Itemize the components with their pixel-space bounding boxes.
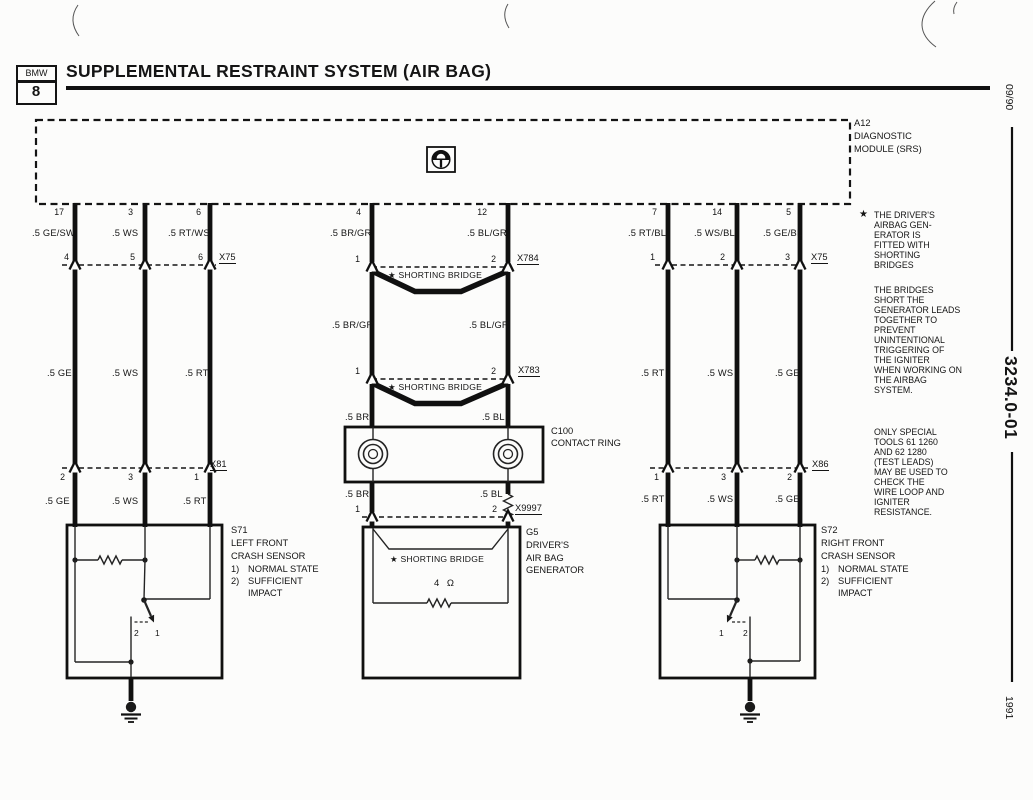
note-line: CHECK THE bbox=[874, 477, 925, 487]
wire-label: .5 GE bbox=[775, 494, 800, 504]
wire-label: .5 BL/GR bbox=[467, 228, 507, 238]
pin-label: 3 bbox=[128, 207, 133, 217]
note-line: ERATOR IS bbox=[874, 230, 921, 240]
g5-generator bbox=[363, 527, 520, 678]
wire-label: .5 WS bbox=[112, 496, 139, 506]
wire-label: .5 WS bbox=[707, 368, 734, 378]
margin-issue-date: 09/90 bbox=[1003, 84, 1015, 111]
connector-label-x86: X86 bbox=[812, 459, 829, 469]
pin-label: 5 bbox=[130, 252, 135, 262]
note-line: FITTED WITH bbox=[874, 240, 930, 250]
pin-label: 12 bbox=[477, 207, 487, 217]
bmw-logo bbox=[16, 65, 57, 105]
s72-id: S72 bbox=[821, 525, 838, 535]
note-line: UNINTENTIONAL bbox=[874, 335, 945, 345]
s71-name-line2: CRASH SENSOR bbox=[231, 551, 306, 561]
note-paragraph-2 bbox=[874, 285, 962, 395]
airbag-icon bbox=[427, 147, 455, 172]
shorting-bridge-label: ★ SHORTING BRIDGE bbox=[390, 554, 485, 564]
note-line: TOGETHER TO bbox=[874, 315, 938, 325]
s71-legend-num: 1) bbox=[231, 564, 240, 574]
s72-switch-arm bbox=[730, 600, 737, 616]
connector-label-x75-left: X75 bbox=[219, 252, 236, 262]
connector-label-x75-right: X75 bbox=[811, 252, 828, 262]
c100-id: C100 bbox=[551, 426, 574, 436]
s72-switch-pos-label: 1 bbox=[719, 628, 724, 638]
g5-name-line3: GENERATOR bbox=[526, 565, 585, 575]
pin-label: 6 bbox=[198, 252, 203, 262]
shorting-bridge-label: ★ SHORTING BRIDGE bbox=[388, 382, 483, 392]
note-line: GENERATOR LEADS bbox=[874, 305, 961, 315]
pin-label: 2 bbox=[60, 472, 65, 482]
pin-label: 5 bbox=[786, 207, 791, 217]
wire-label: .5 BR/GR bbox=[330, 228, 372, 238]
note-line: MAY BE USED TO bbox=[874, 467, 948, 477]
s72-name-line2: CRASH SENSOR bbox=[821, 551, 896, 561]
note-line: THE AIRBAG bbox=[874, 375, 927, 385]
pin-label: 2 bbox=[491, 366, 496, 376]
pin-label: 2 bbox=[491, 254, 496, 264]
note-line: SHORTING bbox=[874, 250, 921, 260]
margin-year: 1991 bbox=[1003, 696, 1015, 720]
connector-label-x783: X783 bbox=[518, 365, 540, 375]
s71-legend-text: IMPACT bbox=[248, 588, 283, 598]
pin-label: 1 bbox=[650, 252, 655, 262]
connector-label-x784: X784 bbox=[517, 253, 539, 263]
s72-crash-sensor bbox=[660, 525, 815, 722]
pin-label: 1 bbox=[355, 366, 360, 376]
s72-switch-pos-label: 2 bbox=[743, 628, 748, 638]
shorting-bridge-label: ★ SHORTING BRIDGE bbox=[388, 270, 483, 280]
s71-switch-arm bbox=[144, 600, 151, 616]
wire-label: .5 GE/BL bbox=[763, 228, 803, 238]
s72-legend-text: SUFFICIENT bbox=[838, 576, 893, 586]
wire-label: .5 WS bbox=[112, 368, 139, 378]
note-line: WIRE LOOP AND bbox=[874, 487, 945, 497]
wire-label: .5 BR/GR bbox=[332, 320, 374, 330]
wire-label: .5 WS bbox=[112, 228, 139, 238]
note-line: SYSTEM. bbox=[874, 385, 913, 395]
note-line: TRIGGERING OF bbox=[874, 345, 945, 355]
s72-legend-num: 2) bbox=[821, 576, 830, 586]
s71-legend-text: NORMAL STATE bbox=[248, 564, 319, 574]
wire-label: .5 WS bbox=[707, 494, 734, 504]
s71-id: S71 bbox=[231, 525, 248, 535]
c100-contact-ring bbox=[345, 427, 543, 517]
g5-name-line2: AIR BAG bbox=[526, 553, 564, 563]
note-line: TOOLS 61 1260 bbox=[874, 437, 938, 447]
wire-label: .5 BL/GR bbox=[469, 320, 509, 330]
pin-label: 7 bbox=[652, 207, 657, 217]
pin-label: 4 bbox=[356, 207, 361, 217]
s71-name-line1: LEFT FRONT bbox=[231, 538, 289, 548]
note-line: SHORT THE bbox=[874, 295, 925, 305]
s72-resistor bbox=[755, 556, 779, 564]
wire-label: .5 GE/SW bbox=[32, 228, 75, 238]
pin-label: 6 bbox=[196, 207, 201, 217]
igniter-resistor bbox=[427, 599, 451, 607]
wire-label: .5 RT bbox=[183, 496, 207, 506]
pin-label: 1 bbox=[355, 254, 360, 264]
pin-label: 2 bbox=[787, 472, 792, 482]
s71-legend-text: SUFFICIENT bbox=[248, 576, 303, 586]
s71-ground-symbol bbox=[121, 677, 141, 722]
wire-label: .5 BR bbox=[345, 489, 370, 499]
resistance-value: 4 Ω bbox=[434, 578, 455, 589]
wire-label: .5 BL bbox=[480, 489, 503, 499]
pin-label: 3 bbox=[721, 472, 726, 482]
s71-resistor bbox=[98, 556, 122, 564]
note-line: AND 62 1280 bbox=[874, 447, 927, 457]
wire-label: .5 RT/BL bbox=[628, 228, 667, 238]
title-underline bbox=[66, 86, 990, 90]
note-line: WHEN WORKING ON bbox=[874, 365, 962, 375]
pin-label: 3 bbox=[128, 472, 133, 482]
note-line: BRIDGES bbox=[874, 260, 914, 270]
wire-label: .5 RT bbox=[641, 368, 665, 378]
footnote-star-icon: ★ bbox=[859, 209, 868, 220]
note-line: THE IGNITER bbox=[874, 355, 930, 365]
pin-label: 1 bbox=[355, 504, 360, 514]
note-line: AIRBAG GEN- bbox=[874, 220, 932, 230]
wire-label: .5 BR bbox=[345, 412, 370, 422]
connector-label-x81: X81 bbox=[210, 459, 227, 469]
pin-label: 1 bbox=[194, 472, 199, 482]
pin-label: 4 bbox=[64, 252, 69, 262]
wire-label: .5 WS/BL bbox=[694, 228, 735, 238]
note-line: RESISTANCE. bbox=[874, 507, 933, 517]
pin-label: 2 bbox=[720, 252, 725, 262]
wire-label: .5 RT bbox=[185, 368, 209, 378]
wire-label: .5 BL bbox=[482, 412, 505, 422]
a12-desc2: MODULE (SRS) bbox=[854, 144, 922, 154]
note-line: (TEST LEADS) bbox=[874, 457, 934, 467]
pin-label: 2 bbox=[492, 504, 497, 514]
s71-switch-pos-label: 2 bbox=[134, 628, 139, 638]
pin-label: 17 bbox=[54, 207, 64, 217]
s72-name-line1: RIGHT FRONT bbox=[821, 538, 885, 548]
s72-legend-text: NORMAL STATE bbox=[838, 564, 909, 574]
pin-label: 1 bbox=[654, 472, 659, 482]
s71-switch-pos-label: 1 bbox=[155, 628, 160, 638]
s72-ground-symbol bbox=[740, 677, 760, 722]
bmw-logo-series: 8 bbox=[31, 83, 42, 100]
note-paragraph-3 bbox=[874, 427, 948, 517]
note-line: THE DRIVER'S bbox=[874, 210, 935, 220]
harness-wires bbox=[75, 203, 803, 528]
pin-label: 14 bbox=[712, 207, 722, 217]
page-title: SUPPLEMENTAL RESTRAINT SYSTEM (AIR BAG) bbox=[66, 61, 492, 81]
wire-label: .5 RT/WS bbox=[168, 228, 210, 238]
a12-desc1: DIAGNOSTIC bbox=[854, 131, 912, 141]
wire-label: .5 RT bbox=[641, 494, 665, 504]
pin-label: 3 bbox=[785, 252, 790, 262]
bmw-logo-brand: BMW bbox=[18, 67, 55, 83]
note-line: PREVENT bbox=[874, 325, 916, 335]
note-paragraph-1 bbox=[874, 210, 935, 270]
wire-label: .5 GE bbox=[775, 368, 800, 378]
note-line: THE BRIDGES bbox=[874, 285, 934, 295]
s71-crash-sensor bbox=[67, 525, 222, 722]
scan-artifacts bbox=[73, 1, 957, 47]
wire-label: .5 GE bbox=[47, 368, 72, 378]
margin-doc-number: 3234.0-01 bbox=[1001, 356, 1021, 440]
note-line: ONLY SPECIAL bbox=[874, 427, 937, 437]
g5-id: G5 bbox=[526, 527, 539, 537]
note-line: IGNITER bbox=[874, 497, 910, 507]
connector-label-x9997: X9997 bbox=[515, 503, 542, 513]
wire-label: .5 GE bbox=[45, 496, 70, 506]
a12-module-box bbox=[36, 120, 850, 204]
a12-id: A12 bbox=[854, 118, 871, 128]
s71-legend-num: 2) bbox=[231, 576, 240, 586]
c100-name: CONTACT RING bbox=[551, 438, 621, 448]
s72-legend-num: 1) bbox=[821, 564, 830, 574]
s72-legend-text: IMPACT bbox=[838, 588, 873, 598]
g5-name-line1: DRIVER'S bbox=[526, 540, 570, 550]
